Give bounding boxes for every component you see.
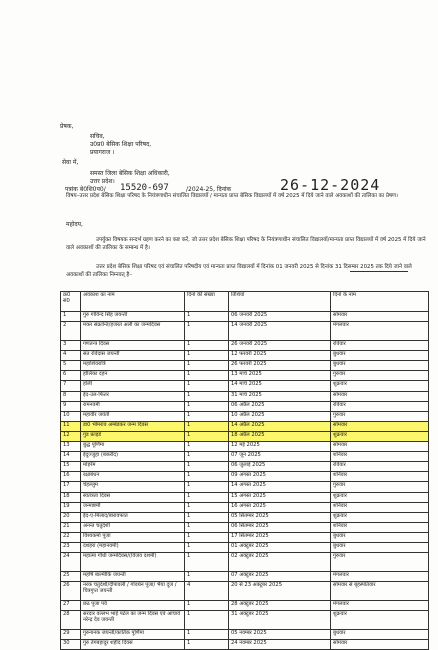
letter-suffix: /2024-25, दिनांक <box>186 186 232 193</box>
cell-holiday-name: बुद्ध पूर्णिमा <box>81 442 185 452</box>
cell-sno: 28 <box>61 611 81 630</box>
cell-sno: 24 <box>61 553 81 572</box>
cell-weekday: बुधवार <box>331 351 429 361</box>
letter-prefix: पत्रांक बे0शि0प0/ <box>65 186 106 193</box>
cell-weekday: शुक्रवार <box>331 492 429 502</box>
cell-weekday: बुधवार <box>331 361 429 371</box>
cell-days: 1 <box>185 371 229 381</box>
recipient-state: उत्तर प्रदेश। <box>90 178 115 185</box>
cell-days: 1 <box>185 472 229 482</box>
cell-days: 1 <box>185 421 229 431</box>
recipient: समस्त जिला बेसिक शिक्षा अधिकारी, <box>90 170 170 177</box>
table-row <box>61 341 429 351</box>
cell-date: 09 अगस्त 2025 <box>229 472 331 482</box>
cell-weekday: रविवार <box>331 462 429 472</box>
cell-days: 1 <box>185 462 229 472</box>
cell-holiday-name: महाशिवरात्रि <box>81 361 185 371</box>
cell-days: 1 <box>185 351 229 361</box>
cell-date: 12 मई 2025 <box>229 442 331 452</box>
cell-weekday: शनिवार <box>331 522 429 532</box>
cell-weekday: शनिवार <box>331 452 429 462</box>
table-row <box>61 492 429 502</box>
paragraph-2: उत्तर प्रदेश बेसिक शिक्षा परिषद एवं संचालित परिषदीय एवं मान्यता प्राप्त विद्यालयों में दिनांक 01 जनवरी 2025 से दिनांक 31 दिसम्बर 2025 तक दिये जाने वाले अवकाशों की तालिका निम्नवत् है– <box>66 264 412 278</box>
cell-days: 1 <box>185 492 229 502</box>
cell-holiday-name: महावीर जयंती <box>81 411 185 421</box>
cell-holiday-name: सरदार वल्लभ भाई पटेल का जन्म दिवस एवं आचार्य नरेन्द्र देव जयन्ती <box>81 611 185 630</box>
cell-date: 12 फरवरी 2025 <box>229 351 331 361</box>
table-row <box>61 582 429 601</box>
cell-weekday: मंगलवार <box>331 601 429 611</box>
cell-holiday-name: जन्माष्टमी <box>81 502 185 512</box>
cell-days: 1 <box>185 442 229 452</box>
paragraph-1: उपर्युक्त विषयक सन्दर्भ ग्रहण करने का कष्ट करें, जो उत्तर प्रदेश बेसिक शिक्षा परिषद के नियंत्रणाधीन संचालित विद्यालयों/मान्यता प्राप्त विद्यालयों में वर्ष 2025 में दिये जाने वाले अवकाशों की तालिका के सम्बन्ध में है। <box>66 237 426 251</box>
cell-date: 31 अक्टूबर 2025 <box>229 611 331 630</box>
table-row <box>61 322 429 341</box>
cell-sno: 3 <box>61 341 81 351</box>
cell-weekday: सोमवार <box>331 391 429 401</box>
cell-weekday: शनिवार <box>331 502 429 512</box>
cell-holiday-name: ईद-उल-फितर <box>81 391 185 401</box>
cell-days: 1 <box>185 601 229 611</box>
cell-date: 14 अगस्त 2025 <box>229 482 331 492</box>
cell-sno: 6 <box>61 371 81 381</box>
cell-days: 1 <box>185 341 229 351</box>
letter-date-handwritten: 26-12-2024 <box>280 176 381 194</box>
cell-holiday-name: महात्मा गाँधी जन्मदिवस/(विजय दशमी) <box>81 553 185 572</box>
cell-weekday: बुधवार <box>331 630 429 640</box>
cell-date: 20 से 23 अक्टूबर 2025 <box>229 582 331 601</box>
cell-holiday-name: चेहल्लुम <box>81 482 185 492</box>
col-day-header: दिनों के नाम <box>331 292 429 312</box>
cell-holiday-name: गुड फ्राइडे <box>81 431 185 441</box>
cell-date: 17 सितम्बर 2025 <box>229 532 331 542</box>
cell-holiday-name: महर्षि बाल्मीकि जयन्ती <box>81 572 185 582</box>
cell-weekday: सोमवार <box>331 312 429 322</box>
table-body <box>61 312 429 650</box>
cell-weekday: शुक्रवार <box>331 381 429 391</box>
table-row <box>61 502 429 512</box>
cell-holiday-name: नरक चतुर्दशी/दीपावली / गोवर्धन पूजा/ भैया दूज / चित्रगुप्त जयन्ती <box>81 582 185 601</box>
cell-date: 26 फरवरी 2025 <box>229 361 331 371</box>
cell-sno: 18 <box>61 492 81 502</box>
table-row <box>61 431 429 441</box>
col-name-header: अवकाश का नाम <box>81 292 185 312</box>
cell-holiday-name: गुरु तेगबहादुर शहीद दिवस <box>81 640 185 650</box>
col-days-header: दिनों की संख्या <box>185 292 229 312</box>
cell-days: 1 <box>185 611 229 630</box>
cell-days: 1 <box>185 391 229 401</box>
cell-sno: 8 <box>61 391 81 401</box>
cell-sno: 11 <box>61 421 81 431</box>
table-row <box>61 442 429 452</box>
table-row <box>61 611 429 630</box>
cell-sno: 16 <box>61 472 81 482</box>
sender-title: सचिव, <box>90 133 105 140</box>
sender-city: प्रयागराज । <box>90 149 115 156</box>
cell-days: 1 <box>185 401 229 411</box>
cell-weekday: शुक्रवार <box>331 431 429 441</box>
cell-sno: 21 <box>61 522 81 532</box>
cell-weekday: सोमवार <box>331 442 429 452</box>
cell-date: 31 मार्च 2025 <box>229 391 331 401</box>
cell-days: 1 <box>185 553 229 572</box>
cell-holiday-name: दशहरा (महानवमी) <box>81 542 185 552</box>
cell-date: 05 नवम्बर 2025 <box>229 630 331 640</box>
cell-date: 06 जनवरी 2025 <box>229 312 331 322</box>
cell-sno: 7 <box>61 381 81 391</box>
from-label: प्रेषक, <box>60 123 74 130</box>
table-row <box>61 542 429 552</box>
cell-date: 15 अगस्त 2025 <box>229 492 331 502</box>
cell-date: 16 अगस्त 2025 <box>229 502 331 512</box>
cell-sno: 4 <box>61 351 81 361</box>
cell-weekday: गुरुवार <box>331 553 429 572</box>
cell-holiday-name: रामनवमी <box>81 401 185 411</box>
cell-date: 06 अप्रैल 2025 <box>229 401 331 411</box>
table-row <box>61 381 429 391</box>
cell-date: 06 सितम्बर 2025 <box>229 522 331 532</box>
cell-days: 1 <box>185 361 229 371</box>
cell-holiday-name: मोहर्रम <box>81 462 185 472</box>
cell-sno: 27 <box>61 601 81 611</box>
table-row <box>61 512 429 522</box>
cell-sno: 25 <box>61 572 81 582</box>
cell-days: 1 <box>185 482 229 492</box>
table-row <box>61 630 429 640</box>
letter-number-handwritten: 15520-697 <box>120 183 169 193</box>
cell-sno: 12 <box>61 431 81 441</box>
table-row <box>61 472 429 482</box>
cell-weekday: शुक्रवार <box>331 611 429 630</box>
cell-sno: 13 <box>61 442 81 452</box>
subject-line: विषय–उत्तर प्रदेश बेसिक शिक्षा परिषद के नियंत्रणाधीन संचालित विद्यालयों / मान्यता प्राप्त बेसिक विद्यालयों में वर्ष 2025 में दिये जाने वाले अवकाशों की तालिका का प्रेषण। <box>66 193 398 199</box>
table-row <box>61 421 429 431</box>
cell-holiday-name: अनन्त चतुर्दशी <box>81 522 185 532</box>
table-row <box>61 351 429 361</box>
cell-holiday-name: संत रविदास जयन्ती <box>81 351 185 361</box>
cell-date: 24 नवम्बर 2025 <box>229 640 331 650</box>
cell-weekday: रविवार <box>331 401 429 411</box>
holiday-table <box>60 291 429 650</box>
cell-date: 14 अप्रैल 2025 <box>229 421 331 431</box>
cell-sno: 9 <box>61 401 81 411</box>
cell-days: 1 <box>185 572 229 582</box>
cell-days: 1 <box>185 431 229 441</box>
col-date-header: तिथियां <box>229 292 331 312</box>
cell-holiday-name: गुरु गोविन्द सिंह जयन्ती <box>81 312 185 322</box>
cell-holiday-name: गुरुनानक जयन्ती/कार्तिक पूर्णिमा <box>81 630 185 640</box>
col-sno-header: क्र0 सं0 <box>61 292 81 312</box>
salutation: महोदय, <box>66 221 83 228</box>
cell-days: 1 <box>185 502 229 512</box>
table-row <box>61 371 429 381</box>
cell-weekday: गुरुवार <box>331 411 429 421</box>
cell-holiday-name: होली <box>81 381 185 391</box>
table-row <box>61 482 429 492</box>
cell-weekday: मंगलवार <box>331 572 429 582</box>
table-header-row <box>61 292 429 312</box>
cell-sno: 19 <box>61 502 81 512</box>
cell-holiday-name: स्वतंत्रता दिवस <box>81 492 185 502</box>
cell-days: 1 <box>185 542 229 552</box>
cell-holiday-name: डा0 भीमराव अम्बेडकर जन्म दिवस <box>81 421 185 431</box>
table-row <box>61 553 429 572</box>
table-row <box>61 640 429 650</box>
table-row <box>61 361 429 371</box>
cell-weekday: बुधवार <box>331 542 429 552</box>
cell-date: 18 अप्रैल 2025 <box>229 431 331 441</box>
cell-weekday: गुरुवार <box>331 371 429 381</box>
table-row <box>61 462 429 472</box>
cell-days: 1 <box>185 312 229 322</box>
cell-days: 1 <box>185 411 229 421</box>
cell-sno: 20 <box>61 512 81 522</box>
cell-date: 05 सितम्बर 2025 <box>229 512 331 522</box>
cell-date: 26 जनवरी 2025 <box>229 341 331 351</box>
cell-date: 14 जनवरी 2025 <box>229 322 331 341</box>
cell-sno: 14 <box>61 452 81 462</box>
cell-weekday: शनिवार <box>331 472 429 482</box>
cell-holiday-name: विश्वकर्मा पूजा <box>81 532 185 542</box>
cell-date: 01 अक्टूबर 2025 <box>229 542 331 552</box>
table-row <box>61 312 429 322</box>
cell-sno: 30 <box>61 640 81 650</box>
cell-days: 1 <box>185 512 229 522</box>
cell-holiday-name: छठ पूजा पर्व <box>81 601 185 611</box>
cell-sno: 15 <box>61 462 81 472</box>
cell-weekday: बुधवार <box>331 532 429 542</box>
table-row <box>61 601 429 611</box>
table-row <box>61 391 429 401</box>
cell-date: 13 मार्च 2025 <box>229 371 331 381</box>
table-row <box>61 452 429 462</box>
sender-org: उ0प्र0 बेसिक शिक्षा परिषद, <box>90 141 152 148</box>
cell-sno: 23 <box>61 542 81 552</box>
cell-weekday: शुक्रवार <box>331 512 429 522</box>
date-underline <box>350 271 408 272</box>
cell-weekday: मंगलवार <box>331 322 429 341</box>
cell-date: 10 अप्रैल 2025 <box>229 411 331 421</box>
cell-holiday-name: ईदुज्जुहा (बकरीद) <box>81 452 185 462</box>
cell-holiday-name: मकर संक्रान्ति/हजरत अली का जन्मदिवस <box>81 322 185 341</box>
table-row <box>61 572 429 582</box>
cell-days: 1 <box>185 322 229 341</box>
cell-weekday: गुरुवार <box>331 482 429 492</box>
cell-date: 06 जुलाई 2025 <box>229 462 331 472</box>
cell-sno: 22 <box>61 532 81 542</box>
cell-holiday-name: होलिका दहन <box>81 371 185 381</box>
table-row <box>61 401 429 411</box>
cell-days: 4 <box>185 582 229 601</box>
cell-weekday: रविवार <box>331 341 429 351</box>
cell-sno: 26 <box>61 582 81 601</box>
cell-days: 1 <box>185 630 229 640</box>
cell-days: 1 <box>185 532 229 542</box>
cell-date: 07 अक्टूबर 2025 <box>229 572 331 582</box>
cell-days: 1 <box>185 522 229 532</box>
cell-sno: 1 <box>61 312 81 322</box>
table-row <box>61 522 429 532</box>
cell-weekday: सोमवार <box>331 640 429 650</box>
cell-holiday-name: गणतन्त्र दिवस <box>81 341 185 351</box>
cell-days: 1 <box>185 452 229 462</box>
cell-holiday-name: रक्षाबंधन <box>81 472 185 482</box>
cell-weekday: सोमवार से बृहस्पतिवार <box>331 582 429 601</box>
cell-date: 14 मार्च 2025 <box>229 381 331 391</box>
cell-sno: 29 <box>61 630 81 640</box>
table-row <box>61 411 429 421</box>
cell-sno: 2 <box>61 322 81 341</box>
to-label: सेवा में, <box>62 159 79 166</box>
cell-date: 07 जून 2025 <box>229 452 331 462</box>
cell-days: 1 <box>185 640 229 650</box>
table-row <box>61 532 429 542</box>
cell-sno: 5 <box>61 361 81 371</box>
cell-date: 28 अक्टूबर 2025 <box>229 601 331 611</box>
cell-weekday: सोमवार <box>331 421 429 431</box>
cell-holiday-name: ईद-ए-मिलाद/बारावफात <box>81 512 185 522</box>
cell-days: 1 <box>185 381 229 391</box>
cell-date: 02 अक्टूबर 2025 <box>229 553 331 572</box>
cell-sno: 17 <box>61 482 81 492</box>
cell-sno: 10 <box>61 411 81 421</box>
